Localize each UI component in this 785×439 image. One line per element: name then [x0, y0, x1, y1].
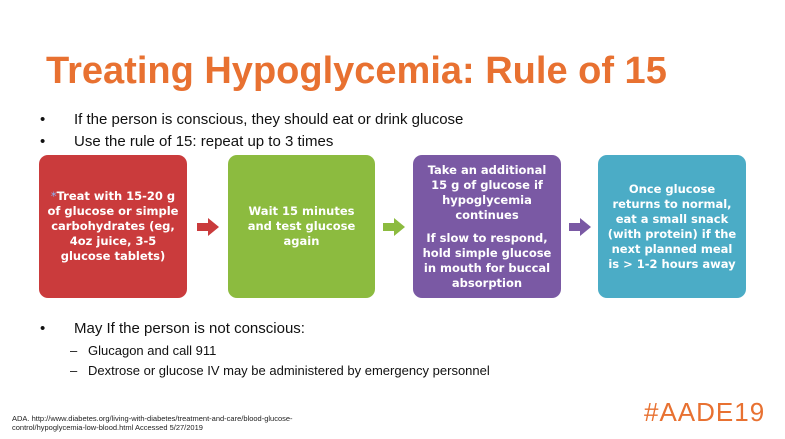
- sub-bullet-text: Glucagon and call 911: [88, 343, 217, 358]
- step-2-text: Wait 15 minutes and test glucose again: [247, 204, 356, 248]
- step-3-text-2: If slow to respond, hold simple glucose in mouth for buccal absorption: [422, 230, 552, 290]
- step-1-asterisk: *: [50, 189, 57, 203]
- step-3-box: [413, 155, 561, 298]
- step-3-text: Take an additional 15 g of glucose if hypoglycemia continues: [427, 162, 547, 222]
- brand-hashtag: #AADE19: [644, 397, 766, 427]
- arrow-right-icon: [569, 218, 591, 236]
- bullet-text: If the person is conscious, they should eat or drink glucose: [74, 111, 464, 128]
- step-1-text: *Treat with 15-20 g of glucose or simple carbohydrates (eg, 4oz juice, 3-5 glucose tablets): [47, 189, 179, 263]
- bullet-text: May If the person is not conscious:: [74, 320, 305, 337]
- bullet-text: Use the rule of 15: repeat up to 3 times: [74, 133, 334, 150]
- citation-line-1: ADA. http://www.diabetes.org/living-with-diabetes/treatment-and-care/blood-glucose-: [12, 414, 293, 423]
- arrow-right-icon: [383, 218, 405, 236]
- slide-title: Treating Hypoglycemia: Rule of 15: [46, 50, 667, 92]
- sub-bullet-marker: –: [70, 363, 78, 378]
- bullet-marker: •: [40, 133, 46, 150]
- step-4-box: [598, 155, 746, 298]
- sub-bullet-text: Dextrose or glucose IV may be administered by emergency personnel: [88, 363, 490, 378]
- citation: [12, 414, 293, 432]
- step-4-text: Once glucose returns to normal, eat a small snack (with protein) if the next planned meal is > 1-2 hours away: [607, 181, 737, 271]
- citation-line-2: control/hypoglycemia-low-blood.html Accessed 5/27/2019: [12, 423, 203, 432]
- bullet-marker: •: [40, 111, 46, 128]
- arrow-right-icon: [197, 218, 219, 236]
- sub-bullet-marker: –: [70, 343, 78, 358]
- bullet-marker: •: [40, 320, 46, 337]
- step-2-box: [228, 155, 375, 298]
- step-1-box: [39, 155, 187, 298]
